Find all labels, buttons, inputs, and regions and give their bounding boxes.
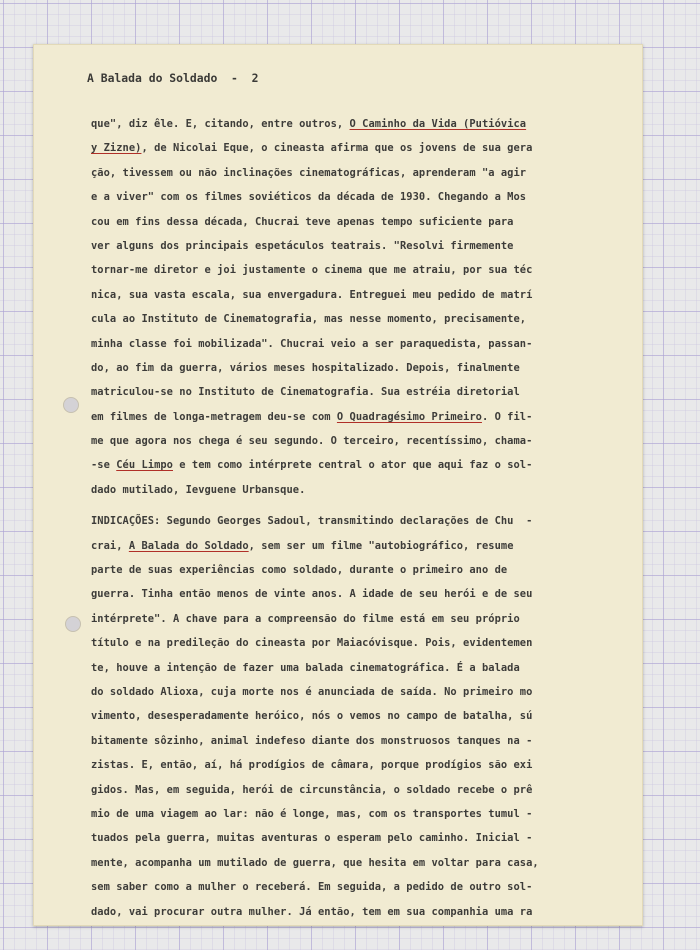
text-line bbox=[91, 900, 611, 924]
line-text: sem saber como a mulher o receberá. Em seguida, a pedido de outro sol- bbox=[91, 881, 533, 894]
line-text: do, ao fim da guerra, vários meses hospitalizado. Depois, finalmente bbox=[91, 361, 520, 374]
text-line bbox=[91, 234, 611, 258]
line-text: crai, bbox=[91, 539, 129, 552]
underlined-film-title: A Balada do Soldado bbox=[128, 539, 249, 552]
paragraph-2 bbox=[91, 509, 611, 924]
line-text: matriculou-se no Instituto de Cinematografia. Sua estréia diretorial bbox=[91, 386, 520, 399]
text-line bbox=[91, 161, 611, 185]
line-text: gidos. Mas, em seguida, herói de circunstância, o soldado recebe o prê bbox=[91, 783, 533, 796]
text-line bbox=[91, 185, 611, 209]
line-text: título e na predileção do cineasta por Maiacóvisque. Pois, evidentemen bbox=[91, 637, 533, 650]
line-text: . O fil- bbox=[481, 410, 533, 423]
line-text: INDICAÇÕES: Segundo Georges Sadoul, transmitindo declarações de Chu - bbox=[91, 515, 533, 528]
line-text: parte de suas experiências como soldado, durante o primeiro ano de bbox=[91, 564, 508, 577]
line-text: te, houve a intenção de fazer uma balada cinematográfica. É a balada bbox=[91, 661, 520, 674]
line-text: tuados pela guerra, muitas aventuras o esperam pelo caminho. Inicial - bbox=[91, 832, 533, 845]
text-line bbox=[91, 534, 611, 558]
line-text: ver alguns dos principais espetáculos teatrais. "Resolvi firmemente bbox=[91, 239, 514, 252]
underlined-film-title: y Zizne) bbox=[91, 142, 142, 155]
text-line bbox=[91, 802, 611, 826]
text-line bbox=[91, 112, 611, 136]
text-line bbox=[91, 704, 611, 728]
text-line bbox=[91, 453, 611, 477]
line-text: e a viver" com os filmes soviéticos da década de 1930. Chegando a Mos bbox=[91, 191, 527, 204]
line-text: cou em fins dessa década, Chucrai teve apenas tempo suficiente para bbox=[91, 215, 514, 228]
line-text: ção, tivessem ou não inclinações cinematográficas, aprenderam "a agir bbox=[91, 166, 527, 179]
underlined-film-title: O Caminho da Vida (Putióvica bbox=[349, 118, 527, 130]
line-text: guerra. Tinha então menos de vinte anos. A idade de seu herói e de seu bbox=[91, 588, 533, 601]
document-body bbox=[91, 112, 611, 924]
punch-hole bbox=[63, 397, 79, 413]
line-text: me que agora nos chega é seu segundo. O terceiro, recentíssimo, chama- bbox=[91, 435, 533, 448]
underlined-film-title: Céu Limpo bbox=[116, 459, 173, 472]
line-text: nica, sua vasta escala, sua envergadura. Entreguei meu pedido de matrí bbox=[91, 288, 533, 301]
line-text: do soldado Alioxa, cuja morte nos é anunciada de saída. No primeiro mo bbox=[91, 685, 533, 698]
line-text: que", diz êle. E, citando, entre outros, bbox=[91, 118, 350, 130]
paragraph-1 bbox=[91, 112, 611, 502]
line-text: mio de uma viagem ao lar: não é longe, mas, com os transportes tumul - bbox=[91, 807, 533, 820]
text-line bbox=[91, 607, 611, 631]
line-text: minha classe foi mobilizada". Chucrai veio a ser paraquedista, passan- bbox=[91, 337, 533, 350]
text-line bbox=[91, 656, 611, 680]
text-line bbox=[91, 210, 611, 234]
text-line bbox=[91, 558, 611, 582]
text-line bbox=[91, 307, 611, 331]
line-text: bitamente sôzinho, animal indefeso diante dos monstruosos tanques na - bbox=[91, 734, 533, 747]
line-text: cula ao Instituto de Cinematografia, mas nesse momento, precisamente, bbox=[91, 313, 527, 326]
line-text: , sem ser um filme "autobiográfico, resume bbox=[248, 539, 514, 552]
line-text: mente, acompanha um mutilado de guerra, que hesita em voltar para casa, bbox=[91, 856, 539, 869]
line-text: em filmes de longa-metragem deu-se com bbox=[91, 410, 337, 423]
text-line bbox=[91, 429, 611, 453]
line-text: tornar-me diretor e joi justamente o cinema que me atraiu, por sua téc bbox=[91, 264, 533, 277]
line-text: dado mutilado, Ievguene Urbansque. bbox=[91, 483, 306, 496]
text-line bbox=[91, 332, 611, 356]
text-line bbox=[91, 875, 611, 899]
text-line bbox=[91, 778, 611, 802]
text-line bbox=[91, 729, 611, 753]
punch-hole bbox=[65, 616, 81, 632]
text-line bbox=[91, 283, 611, 307]
line-text: e tem como intérprete central o ator que aqui faz o sol- bbox=[173, 459, 533, 472]
text-line bbox=[91, 405, 611, 429]
typewritten-page bbox=[33, 44, 643, 926]
text-line bbox=[91, 753, 611, 777]
text-line bbox=[91, 478, 611, 502]
underlined-film-title: O Quadragésimo Primeiro bbox=[336, 410, 482, 423]
text-line bbox=[91, 509, 611, 533]
line-text: -se bbox=[91, 459, 117, 472]
text-line bbox=[91, 826, 611, 850]
text-line bbox=[91, 582, 611, 606]
line-text: vimento, desesperadamente heróico, nós o vemos no campo de batalha, sú bbox=[91, 710, 533, 723]
text-line bbox=[91, 631, 611, 655]
line-text: intérprete". A chave para a compreensão do filme está em seu próprio bbox=[91, 612, 520, 625]
text-line bbox=[91, 356, 611, 380]
line-text: , de Nicolai Eque, o cineasta afirma que os jovens de sua gera bbox=[141, 142, 533, 155]
line-text: zistas. E, então, aí, há prodígios de câmara, porque prodígios são exi bbox=[91, 759, 533, 772]
text-line bbox=[91, 851, 611, 875]
text-line bbox=[91, 680, 611, 704]
text-line bbox=[91, 258, 611, 282]
text-line bbox=[91, 136, 611, 160]
page-header: A Balada do Soldado - 2 bbox=[87, 71, 259, 85]
line-text: dado, vai procurar outra mulher. Já então, tem em sua companhia uma ra bbox=[91, 905, 533, 918]
text-line bbox=[91, 380, 611, 404]
